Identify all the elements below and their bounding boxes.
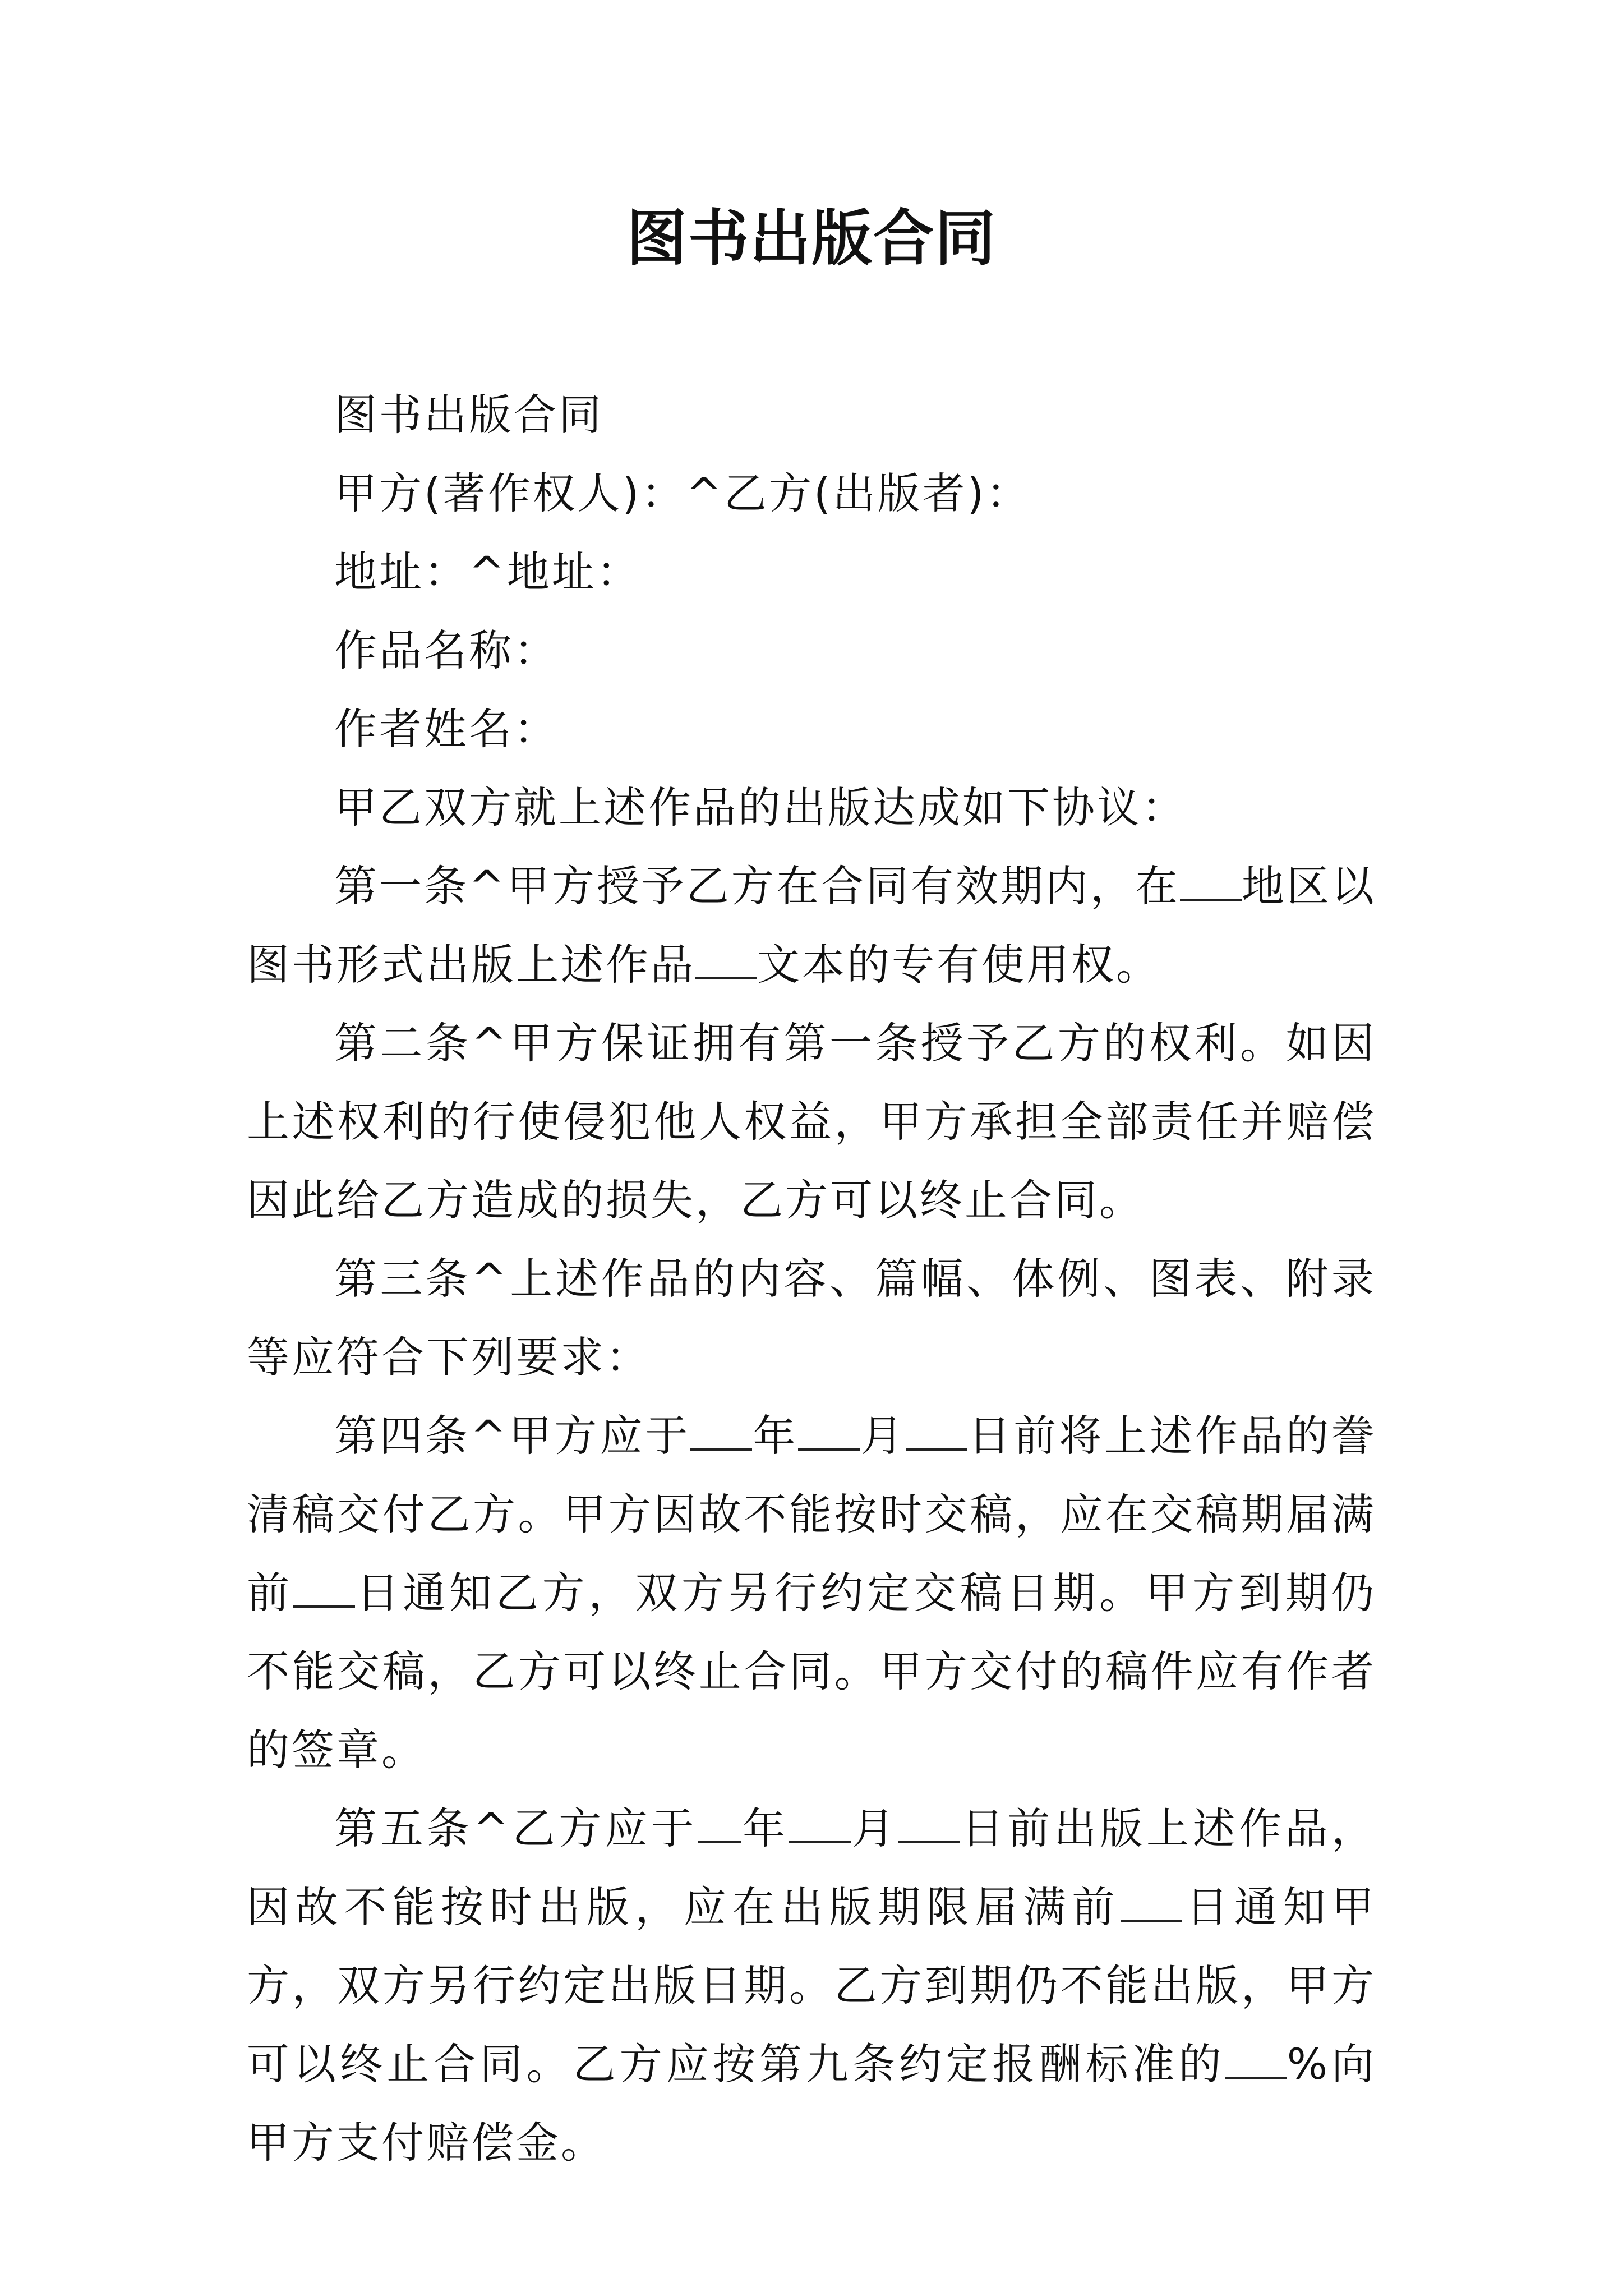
paragraph-text: 图书出版合同 (334, 390, 603, 440)
fill-blank (293, 1566, 355, 1608)
paragraph-party-a-b (247, 454, 1376, 533)
paragraph-text: 甲乙双方就上述作品的出版达成如下协议： (334, 783, 1187, 832)
article-5 (247, 1789, 1376, 2182)
fill-blank (698, 1802, 741, 1843)
fill-blank (798, 1409, 860, 1451)
fill-blank (690, 1409, 752, 1451)
paragraph-text: 第一条^甲方授予乙方在合同有效期内，在 (334, 861, 1180, 911)
paragraph-text: 甲方(著作权人)：^乙方(出版者)： (334, 468, 1031, 518)
article-1 (247, 847, 1376, 1004)
paragraph-text: 第四条^甲方应于 (334, 1411, 691, 1461)
paragraph-agreement-intro (247, 769, 1376, 847)
fill-blank (1180, 859, 1242, 901)
paragraph-address (247, 533, 1376, 611)
paragraph-work-title (247, 611, 1376, 690)
fill-blank (898, 1802, 960, 1843)
fill-blank (906, 1409, 967, 1451)
paragraph-text: 文本的专有使用权。 (757, 940, 1161, 990)
paragraph-text: 第二条^甲方保证拥有第一条授予乙方的权利。如因上述权利的行使侵犯他人权益，甲方承担全部责任并赔偿因此给乙方造成的损失，乙方可以终止合同。 (247, 1018, 1376, 1225)
paragraph-text: 第三条^上述作品的内容、篇幅、体例、图表、附录等应符合下列要求： (247, 1254, 1376, 1382)
paragraph-heading-repeat (247, 376, 1376, 454)
fill-blank (695, 938, 757, 979)
paragraph-text: 日通知甲方，双方另行约定出版日期。乙方到期仍不能出版，甲方可以终止合同。乙方应按第九条约定报酬标准的 (247, 1882, 1377, 2089)
paragraph-text: 作品名称： (334, 625, 559, 675)
paragraph-text: 年 (741, 1803, 789, 1853)
paragraph-text: 日前出版上述作品，因故不能按时出版，应在出版期限届满前 (247, 1803, 1376, 1932)
paragraph-text: 地区以图书形式出版上述作品 (247, 861, 1376, 990)
paragraph-text: 第五条^乙方应于 (334, 1803, 698, 1853)
paragraph-text: 作者姓名： (334, 704, 559, 754)
paragraph-author-name (247, 690, 1376, 769)
document-title: 图书出版合同 (626, 203, 997, 274)
paragraph-text: 月 (860, 1411, 906, 1461)
paragraph-text: 地址：^地址： (334, 547, 642, 597)
fill-blank (1121, 1880, 1182, 1922)
paragraph-text: 日前将上述作品的誊清稿交付乙方。甲方因故不能按时交稿，应在交稿期届满前 (247, 1411, 1377, 1618)
paragraph-text: %向甲方支付赔偿金。 (247, 2039, 1376, 2168)
article-3 (247, 1240, 1376, 1397)
article-4 (247, 1397, 1376, 1789)
paragraph-text: 日通知乙方，双方另行约定交稿日期。甲方到期仍不能交稿，乙方可以终止合同。甲方交付的稿件应有作者的签章。 (247, 1568, 1377, 1775)
fill-blank (789, 1802, 851, 1843)
article-2 (247, 1004, 1376, 1240)
document-body (247, 376, 1376, 2182)
paragraph-text: 年 (752, 1411, 799, 1461)
fill-blank (1225, 2037, 1287, 2079)
paragraph-text: 月 (850, 1803, 898, 1853)
